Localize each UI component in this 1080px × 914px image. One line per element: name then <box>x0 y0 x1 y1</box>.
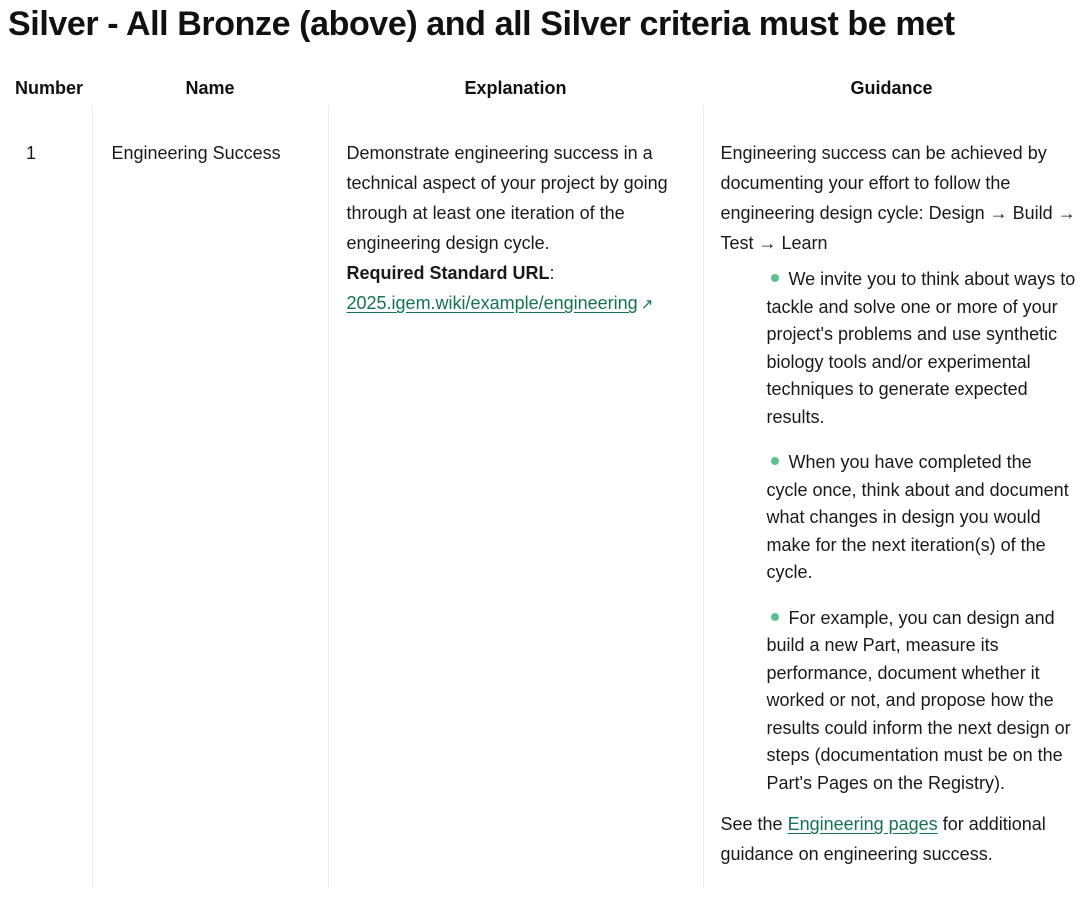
footer-suffix: for additional guidance on engineering success. <box>720 814 1046 864</box>
footer-prefix: See the <box>720 814 788 834</box>
required-url-colon: : <box>549 263 555 283</box>
required-url-label: Required Standard URL <box>346 263 550 283</box>
required-url-line <box>347 258 687 288</box>
bullet-text: We invite you to think about ways to tackle and solve one or more of your project's problems and use synthetic biology tools and/or experimental techniques to generate expected results. <box>766 269 1076 427</box>
cell-name: Engineering Success <box>92 106 328 888</box>
table-row <box>0 106 1080 888</box>
header-explanation: Explanation <box>464 77 567 98</box>
header-guidance: Guidance <box>850 77 933 98</box>
header-number: Number <box>15 77 84 98</box>
explanation-text: Demonstrate engineering success in a technical aspect of your project by going through at least one iteration of the engineering design cycle. <box>346 143 668 253</box>
table-header <box>0 70 1080 106</box>
header-name: Name <box>185 77 235 98</box>
guidance-bullet-list <box>721 266 1077 797</box>
silver-criteria-table <box>0 70 1080 888</box>
guidance-intro: Engineering success can be achieved by documenting your effort to follow the engineering design cycle: Design → Build → Test → Learn <box>720 143 1076 253</box>
cell-number: 1 <box>26 143 37 163</box>
page-title: Silver - All Bronze (above) and all Silver criteria must be met <box>8 5 955 43</box>
bullet-text: When you have completed the cycle once, think about and document what changes in design you would make for the next iteration(s) of the cycle. <box>766 452 1069 582</box>
required-url-link-text: 2025.igem.wiki/example/engineering <box>346 293 638 313</box>
engineering-pages-link[interactable]: Engineering pages <box>787 814 938 834</box>
external-link-icon: ↗ <box>640 296 654 313</box>
bullet-dot-icon <box>771 274 779 282</box>
required-url-link[interactable] <box>347 293 654 313</box>
list-item <box>767 266 1077 431</box>
bullet-dot-icon <box>771 457 779 465</box>
bullet-dot-icon <box>771 613 779 621</box>
guidance-footer <box>721 809 1077 869</box>
bullet-text: For example, you can design and build a new Part, measure its performance, document whether it worked or not, and propose how the results could inform the next design or steps (documentation must be on the Part's Pages on the Registry). <box>766 607 1071 793</box>
header-row <box>0 70 1080 106</box>
cell-explanation <box>328 106 703 888</box>
list-item <box>767 605 1077 798</box>
list-item <box>767 449 1077 587</box>
cell-guidance <box>703 106 1080 888</box>
